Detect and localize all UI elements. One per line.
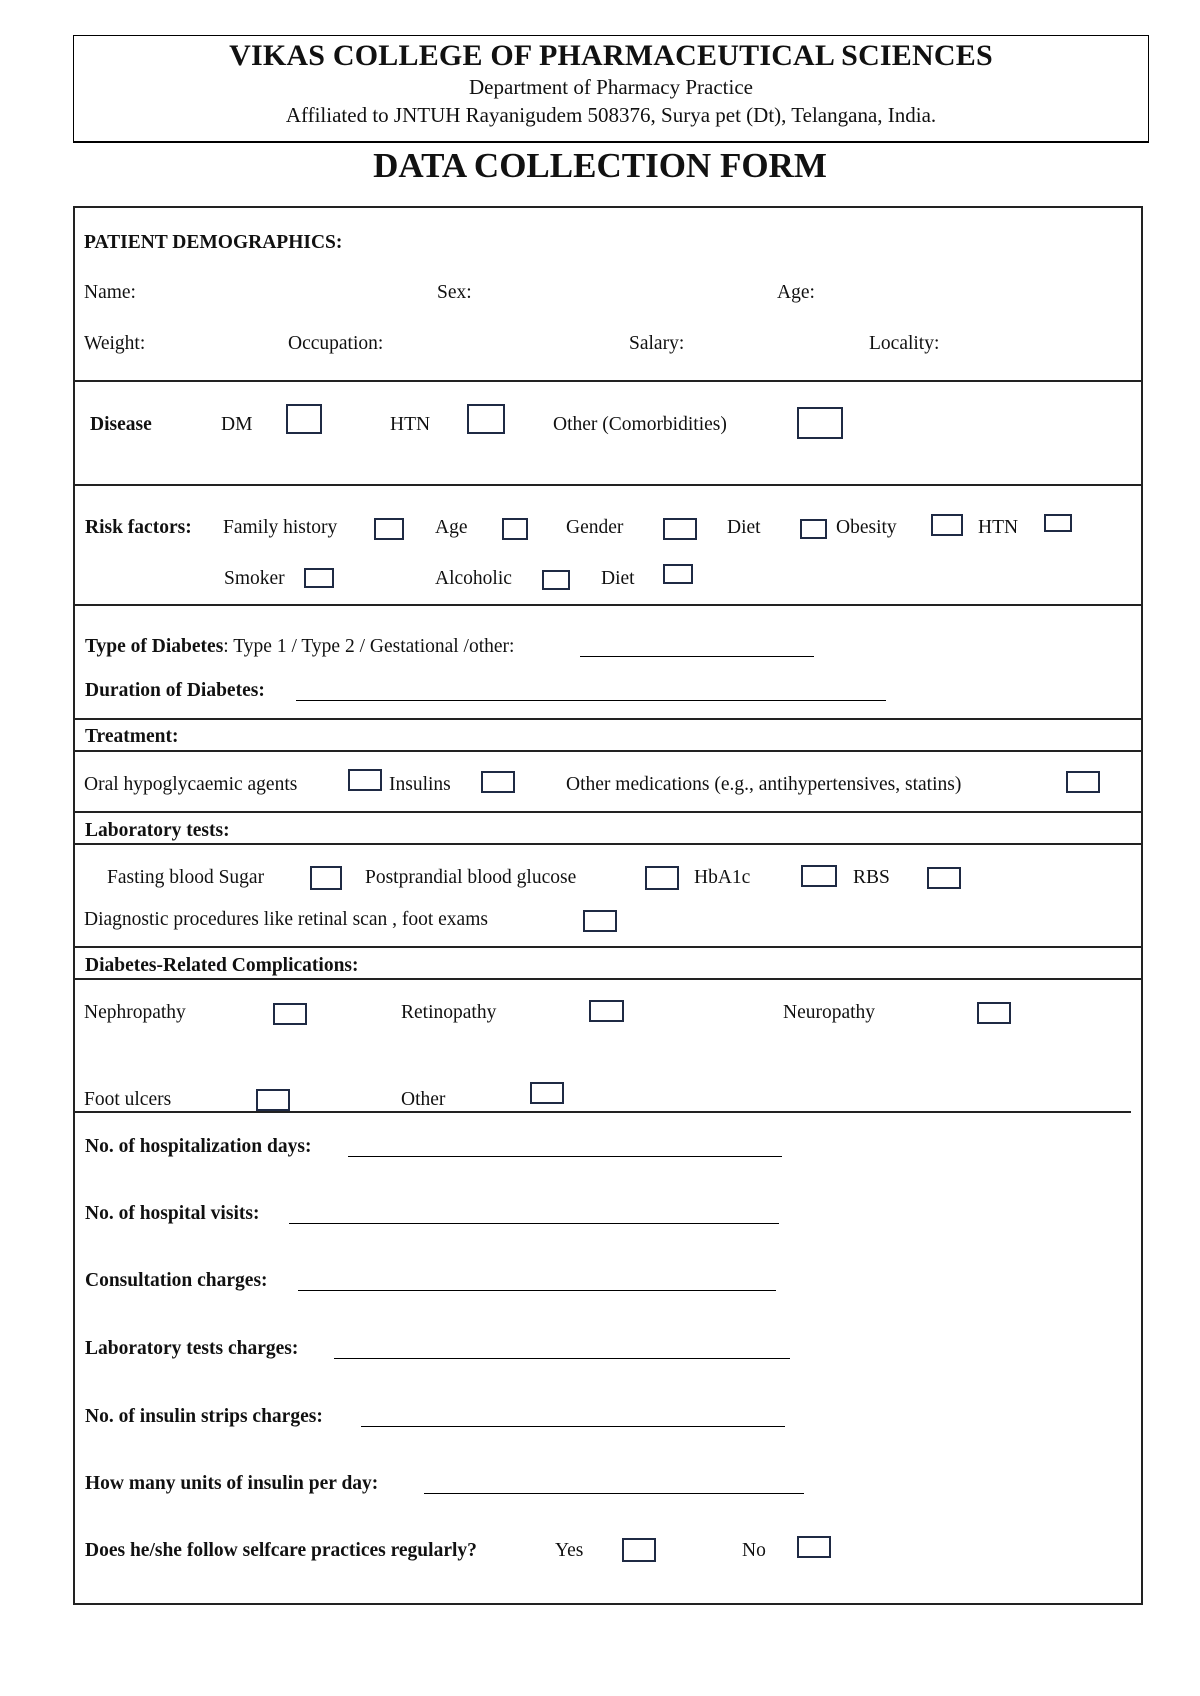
section-divider (73, 380, 1143, 382)
neuropathy-label: Neuropathy (783, 1002, 876, 1023)
insulins-checkbox[interactable] (481, 771, 515, 793)
diabetes-type-field (85, 637, 514, 657)
other-medications-checkbox[interactable] (1066, 771, 1100, 793)
rbs-checkbox[interactable] (927, 867, 961, 889)
duration-label: Duration of Diabetes: (85, 680, 265, 701)
diet2-checkbox[interactable] (663, 564, 693, 584)
section-divider (73, 946, 1143, 948)
diabetes-type-label: Type of Diabetes (85, 636, 224, 657)
diet-checkbox[interactable] (800, 519, 827, 539)
gender-checkbox[interactable] (663, 518, 697, 540)
occupation-label: Occupation: (288, 333, 384, 354)
section-divider (73, 750, 1143, 752)
risk-htn-label: HTN (978, 517, 1019, 538)
smoker-label: Smoker (224, 568, 285, 589)
section-divider (73, 843, 1143, 845)
oral-agents-label: Oral hypoglycaemic agents (84, 774, 298, 795)
obesity-label: Obesity (836, 517, 897, 538)
diabetes-type-line[interactable] (580, 656, 814, 657)
retinopathy-label: Retinopathy (401, 1002, 497, 1023)
age-label: Age: (777, 282, 815, 303)
alcoholic-checkbox[interactable] (542, 570, 570, 590)
form-title: DATA COLLECTION FORM (373, 146, 827, 185)
risk-factors-heading: Risk factors: (85, 517, 192, 538)
complications-heading: Diabetes-Related Complications: (85, 955, 359, 976)
retinopathy-checkbox[interactable] (589, 1000, 624, 1022)
section-divider (73, 484, 1143, 486)
foot-ulcers-checkbox[interactable] (256, 1089, 290, 1111)
section-divider (73, 718, 1143, 720)
complications-other-label: Other (401, 1089, 446, 1110)
diagnostic-label: Diagnostic procedures like retinal scan , foot exams (84, 909, 488, 930)
other-comorbidities-label: Other (Comorbidities) (553, 414, 727, 435)
risk-age-checkbox[interactable] (502, 518, 528, 540)
ppbg-label: Postprandial blood glucose (365, 867, 577, 888)
affiliation-text: Affiliated to JNTUH Rayanigudem 508376, Surya pet (Dt), Telangana, India. (285, 103, 937, 127)
selfcare-question: Does he/she follow selfcare practices regularly? (85, 1540, 477, 1561)
nephropathy-label: Nephropathy (84, 1002, 186, 1023)
dm-label: DM (221, 414, 253, 435)
rbs-label: RBS (853, 867, 890, 888)
oral-agents-checkbox[interactable] (348, 769, 382, 791)
duration-line[interactable] (296, 700, 886, 701)
sex-label: Sex: (437, 282, 472, 303)
hospital-visits-label: No. of hospital visits: (85, 1203, 260, 1224)
other-medications-label: Other medications (e.g., antihypertensives, statins) (566, 774, 962, 795)
college-header (73, 35, 1149, 143)
section-divider (73, 1111, 1131, 1113)
name-label: Name: (84, 282, 136, 303)
department-name: Department of Pharmacy Practice (469, 75, 753, 99)
lab-charges-label: Laboratory tests charges: (85, 1338, 299, 1359)
treatment-heading: Treatment: (85, 726, 179, 747)
nephropathy-checkbox[interactable] (273, 1003, 307, 1025)
college-name: VIKAS COLLEGE OF PHARMACEUTICAL SCIENCES (229, 39, 993, 72)
selfcare-no-label: No (742, 1540, 766, 1561)
selfcare-no-checkbox[interactable] (797, 1536, 831, 1558)
family-history-label: Family history (223, 517, 338, 538)
hba1c-label: HbA1c (694, 867, 751, 888)
foot-ulcers-label: Foot ulcers (84, 1089, 172, 1110)
risk-age-label: Age (435, 517, 468, 538)
alcoholic-label: Alcoholic (435, 568, 512, 589)
diabetes-type-options: : Type 1 / Type 2 / Gestational /other: (223, 636, 515, 657)
insulins-label: Insulins (389, 774, 451, 795)
diagnostic-checkbox[interactable] (583, 910, 617, 932)
complications-other-checkbox[interactable] (530, 1082, 564, 1104)
obesity-checkbox[interactable] (931, 514, 963, 536)
consultation-charges-label: Consultation charges: (85, 1270, 268, 1291)
consultation-charges-line[interactable] (298, 1290, 776, 1291)
insulin-strips-label: No. of insulin strips charges: (85, 1406, 323, 1427)
risk-htn-checkbox[interactable] (1044, 514, 1072, 532)
fbs-checkbox[interactable] (310, 866, 342, 890)
lab-tests-heading: Laboratory tests: (85, 820, 230, 841)
hospitalization-days-line[interactable] (348, 1156, 782, 1157)
htn-checkbox[interactable] (467, 404, 505, 434)
dm-checkbox[interactable] (286, 404, 322, 434)
gender-label: Gender (566, 517, 624, 538)
family-history-checkbox[interactable] (374, 518, 404, 540)
disease-heading: Disease (90, 414, 152, 435)
fbs-label: Fasting blood Sugar (107, 867, 265, 888)
smoker-checkbox[interactable] (304, 568, 334, 588)
hospital-visits-line[interactable] (289, 1223, 779, 1224)
selfcare-yes-checkbox[interactable] (622, 1538, 656, 1562)
hba1c-checkbox[interactable] (801, 865, 837, 887)
diet-label: Diet (727, 517, 761, 538)
insulin-units-line[interactable] (424, 1493, 804, 1494)
locality-label: Locality: (869, 333, 940, 354)
hospitalization-days-label: No. of hospitalization days: (85, 1136, 312, 1157)
demographics-heading: PATIENT DEMOGRAPHICS: (84, 232, 343, 253)
lab-charges-line[interactable] (334, 1358, 790, 1359)
htn-label: HTN (390, 414, 431, 435)
neuropathy-checkbox[interactable] (977, 1002, 1011, 1024)
section-divider (73, 978, 1143, 980)
section-divider (73, 604, 1143, 606)
section-divider (73, 811, 1143, 813)
selfcare-yes-label: Yes (555, 1540, 584, 1561)
insulin-strips-line[interactable] (361, 1426, 785, 1427)
salary-label: Salary: (629, 333, 685, 354)
diet2-label: Diet (601, 568, 635, 589)
ppbg-checkbox[interactable] (645, 866, 679, 890)
insulin-units-label: How many units of insulin per day: (85, 1473, 379, 1494)
weight-label: Weight: (84, 333, 146, 354)
other-comorbidities-checkbox[interactable] (797, 407, 843, 439)
